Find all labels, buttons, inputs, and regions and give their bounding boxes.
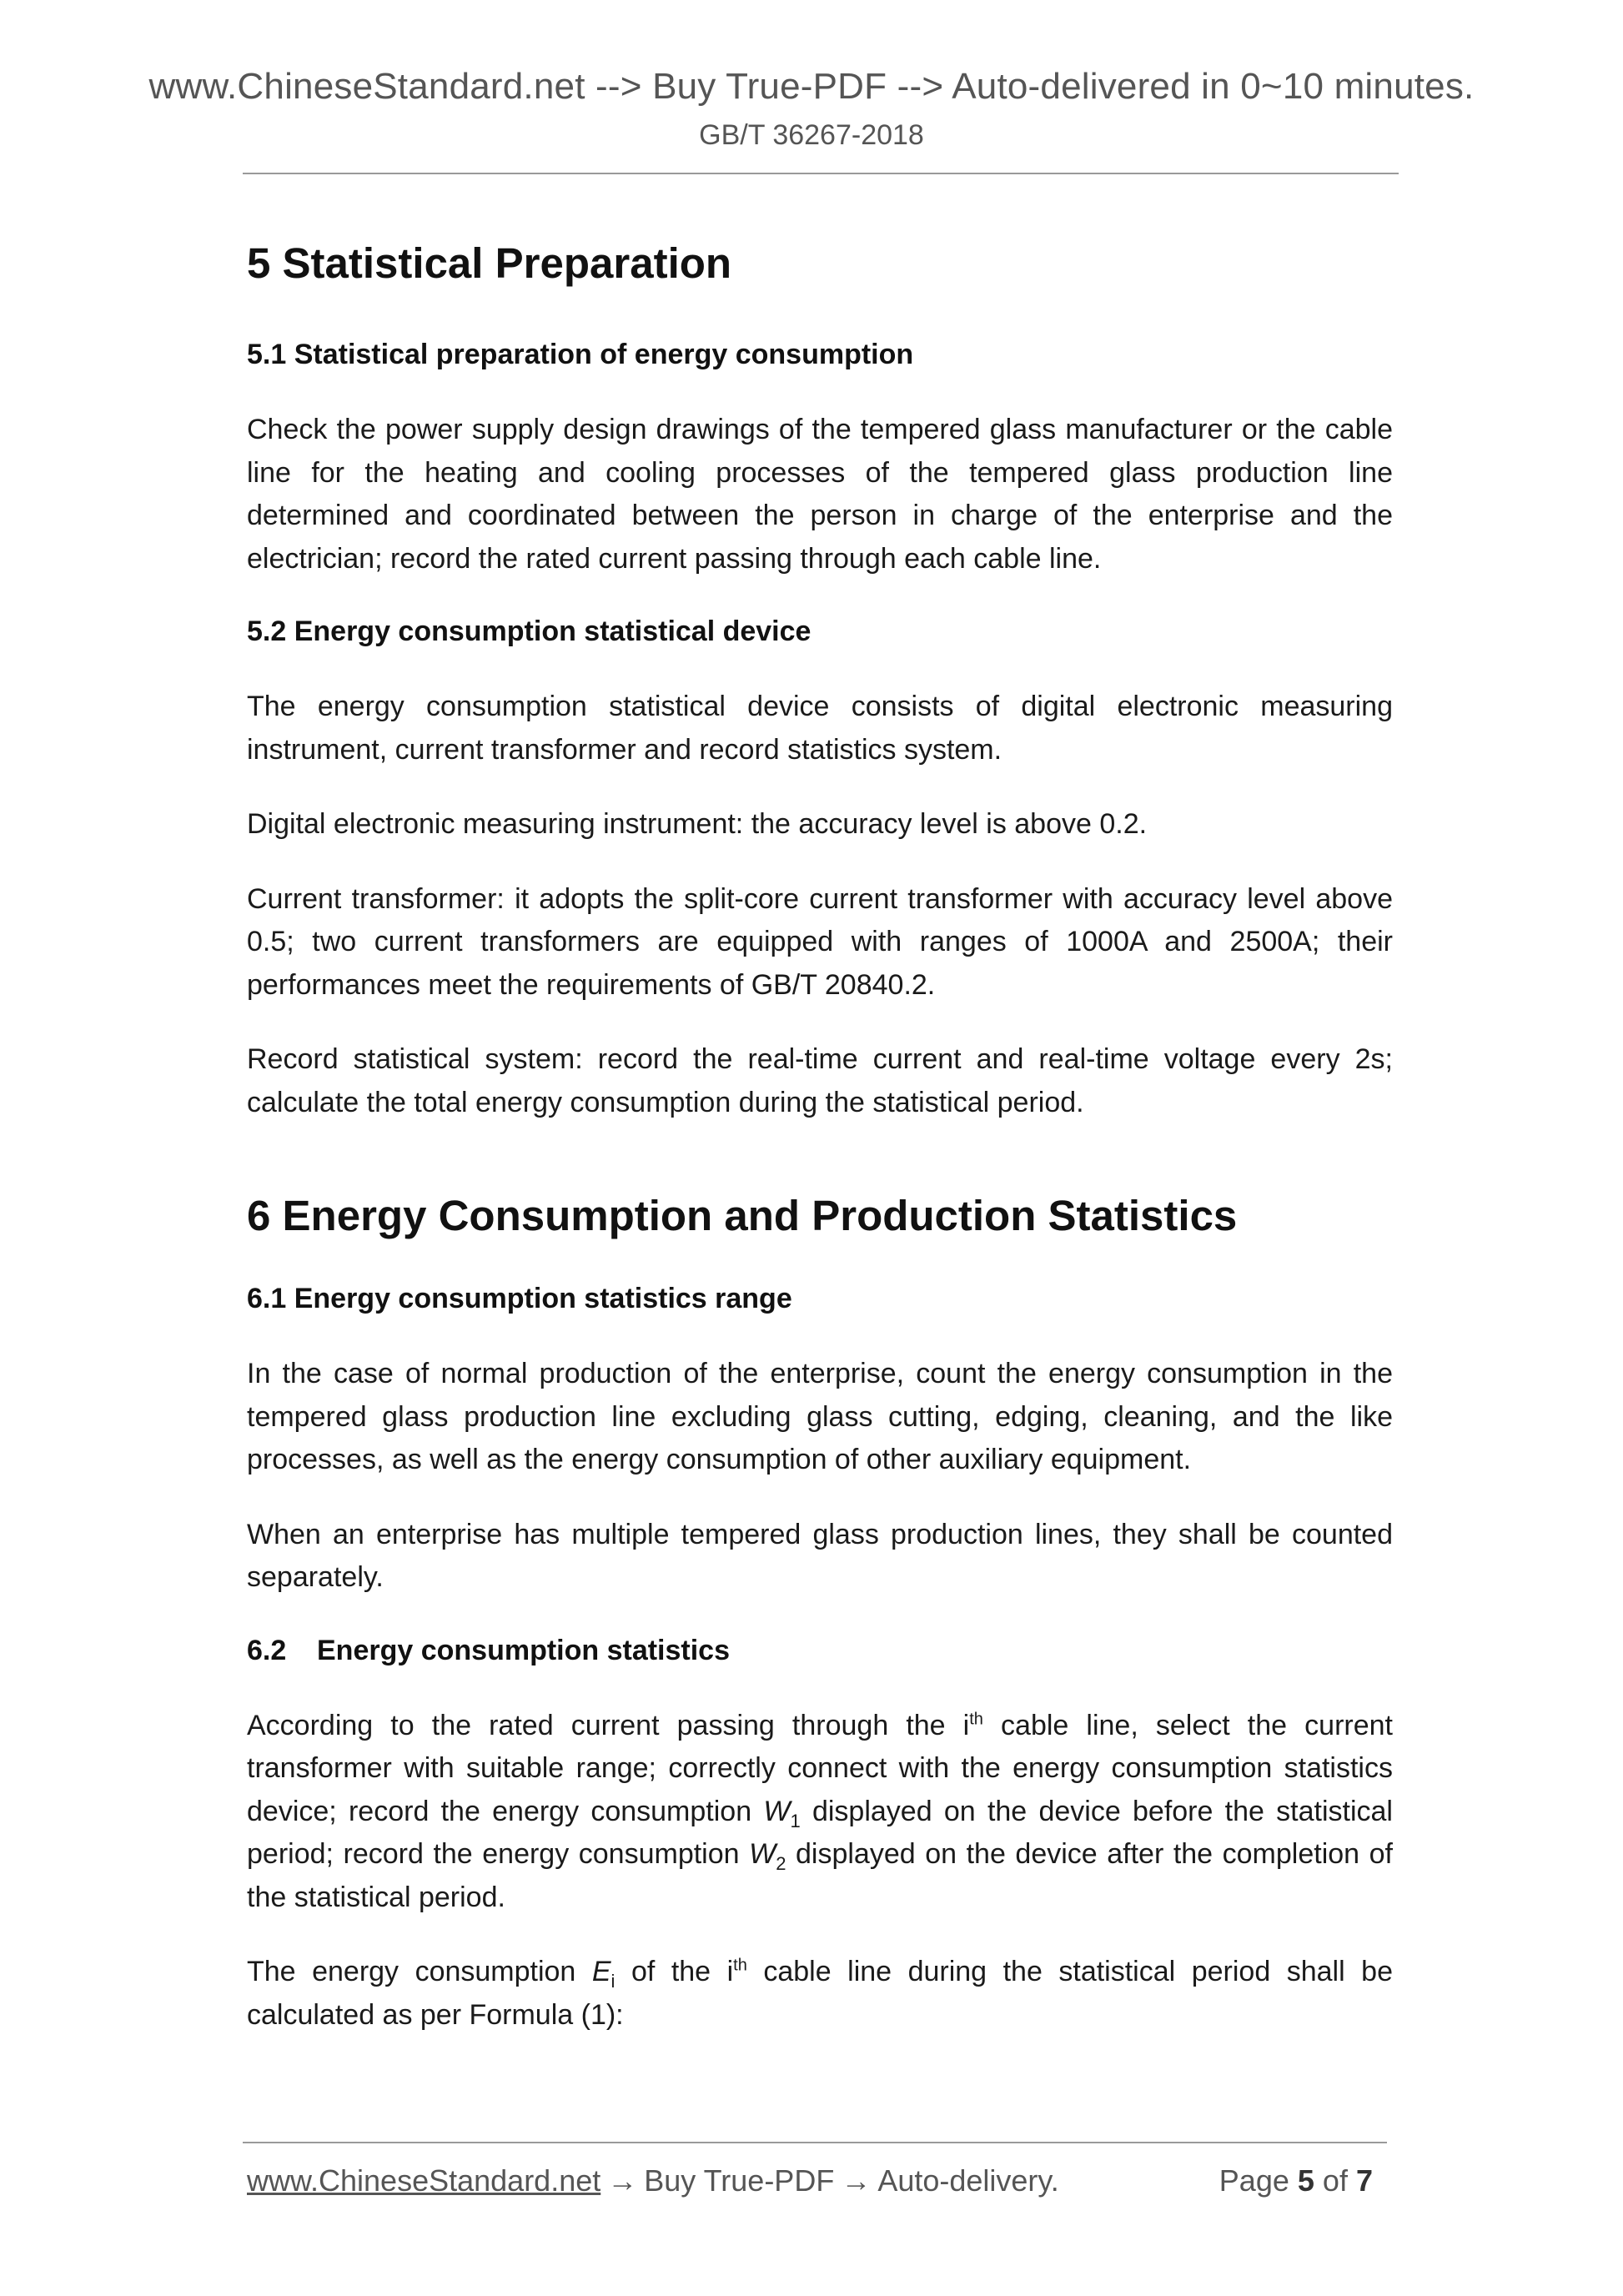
- section-6-2-number: 6.2: [247, 1634, 287, 1666]
- section-5-2-paragraph-2: Digital electronic measuring instrument: the accuracy level is above 0.2.: [247, 808, 1148, 840]
- variable-e: E: [591, 1956, 611, 1987]
- section-6-2-paragraph-2: [247, 1951, 1393, 2037]
- variable-w: W: [763, 1795, 791, 1827]
- arrow-right-icon: →: [841, 2163, 872, 2198]
- header-divider: [243, 173, 1399, 174]
- section-5-2-paragraph-4: Record statistical system: record the real-time current and real-time voltage every 2s; calculate the total energy consumption during the statistical period.: [247, 1043, 1393, 1118]
- section-6-2-paragraph-1: [247, 1705, 1393, 1920]
- arrow-right-icon: →: [607, 2163, 638, 2198]
- page-footer: [247, 2159, 1389, 2203]
- text-run: of the i: [615, 1956, 734, 1987]
- page-label: Page: [1219, 2163, 1289, 2198]
- text-run: According to the rated current passing through the i: [247, 1709, 970, 1741]
- superscript: th: [969, 1710, 983, 1729]
- section-6-1-title: 6.1 Energy consumption statistics range: [247, 1283, 792, 1314]
- section-5-2-paragraph-3: Current transformer: it adopts the split-core current transformer with accuracy level above 0.5; two current transformers are equipped with ranges of 1000A and 2500A; their performances meet the requirements of GB/T 20840.2.: [247, 882, 1393, 1001]
- standard-number: GB/T 36267-2018: [699, 119, 924, 151]
- subscript: 2: [776, 1852, 786, 1874]
- section-6-2-title: [247, 1631, 1393, 1670]
- footer-buy-text: Buy True-PDF: [644, 2163, 835, 2198]
- section-6-1-paragraph-1: In the case of normal production of the enterprise, count the energy consumption in the tempered glass production line excluding glass cutting, edging, cleaning, and the like processes, as well as the energy consumption of other auxiliary equipment.: [247, 1358, 1393, 1475]
- header-banner-text: www.ChineseStandard.net --> Buy True-PDF --> Auto-delivered in 0~10 minutes.: [148, 66, 1475, 107]
- page-current: 5: [1297, 2163, 1314, 2198]
- section-5-title: 5 Statistical Preparation: [247, 239, 732, 287]
- section-5-1-title: 5.1 Statistical preparation of energy consumption: [247, 339, 914, 370]
- page-indicator: [1219, 2159, 1373, 2203]
- section-5-2-paragraph-1: The energy consumption statistical device consists of digital electronic measuring instrument, current transformer and record statistics system.: [247, 691, 1393, 766]
- site-link[interactable]: www.ChineseStandard.net: [247, 2163, 601, 2198]
- page-header: [0, 65, 1623, 153]
- page-total: 7: [1355, 2163, 1373, 2198]
- section-5-2-title: 5.2 Energy consumption statistical device: [247, 615, 812, 647]
- text-run: displayed on the device after the completion of the statistical period.: [247, 1838, 1393, 1913]
- footer-links: [247, 2159, 1059, 2203]
- text-run: cable line, select the current transformer with suitable range; correctly connect with the energy consumption statistics device; record the energy consumption: [247, 1709, 1393, 1827]
- section-5-1-paragraph: Check the power supply design drawings of the tempered glass manufacturer or the cable line for the heating and cooling processes of the tempered glass production line determined and coordinated between the person in charge of the enterprise and the electrician; record the rated current passing through each cable line.: [247, 414, 1393, 575]
- variable-w: W: [749, 1838, 776, 1870]
- document-body: [247, 234, 1393, 2037]
- text-run: cable line during the statistical period shall be calculated as per Formula (1):: [247, 1956, 1393, 2031]
- text-run: The energy consumption: [247, 1956, 592, 1987]
- page-of: of: [1322, 2163, 1348, 2198]
- section-6-1-paragraph-2: When an enterprise has multiple tempered glass production lines, they shall be counted separately.: [247, 1518, 1393, 1593]
- section-6-title: 6 Energy Consumption and Production Statistics: [247, 1192, 1238, 1239]
- subscript: i: [611, 1970, 616, 1992]
- section-6-2-title-text: Energy consumption statistics: [317, 1634, 730, 1666]
- text-run: displayed on the device before the statistical period; record the energy consumption: [247, 1795, 1393, 1870]
- footer-delivery-text: Auto-delivery.: [877, 2163, 1059, 2198]
- subscript: 1: [790, 1810, 801, 1831]
- superscript: th: [733, 1956, 747, 1975]
- footer-divider: [243, 2142, 1387, 2143]
